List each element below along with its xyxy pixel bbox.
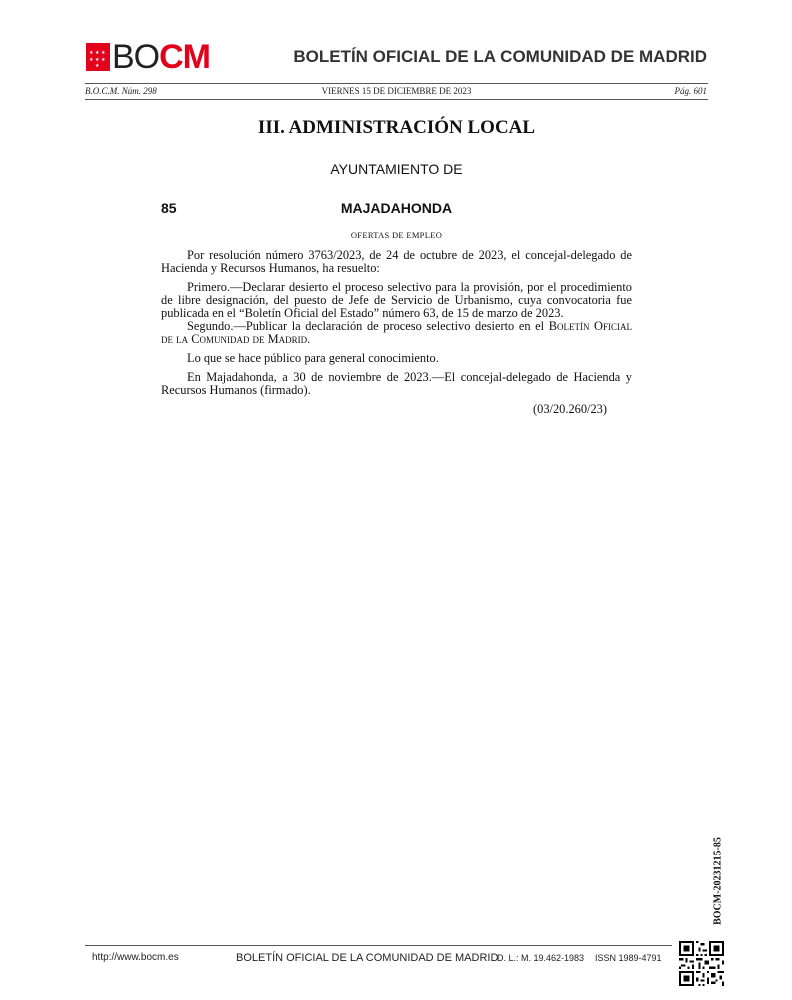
issue-number: B.O.C.M. Núm. 298 [85, 86, 157, 96]
bulletin-title: BOLETÍN OFICIAL DE LA COMUNIDAD DE MADRID [293, 47, 707, 66]
paragraph-resolution: Por resolución número 3763/2023, de 24 de octubre de 2023, el concejal-delegado de Hacienda y Recursos Humanos, ha resuelto: [161, 248, 632, 275]
paragraph-publication: Lo que se hace público para general conocimiento. [187, 351, 439, 365]
logo-bo-text: BO [112, 38, 160, 76]
issn: ISSN 1989-4791 [595, 953, 662, 963]
reference-code: (03/20.260/23) [533, 402, 607, 416]
legal-deposit: D. L.: M. 19.462-1983 [497, 953, 585, 963]
announcement-body [161, 249, 632, 403]
footer-rule [85, 945, 672, 946]
logo-cm-text: CM [159, 38, 211, 76]
qr-code-icon [679, 941, 724, 986]
entity-type: AYUNTAMIENTO DE [330, 161, 463, 177]
page-number: Pág. 601 [674, 86, 707, 96]
side-document-code [708, 826, 728, 936]
segundo-end: . [307, 332, 311, 346]
madrid-flag-icon: ★ ★ ★ ★ ★ ★ ★ [86, 43, 110, 71]
side-code-text: BOCM-20231215-85 [712, 837, 724, 925]
bocm-logo [86, 40, 210, 74]
footer-url[interactable]: http://www.bocm.es [92, 952, 179, 963]
subheader-rule [85, 99, 708, 100]
section-title: III. ADMINISTRACIÓN LOCAL [257, 117, 536, 138]
paragraph-primero: Primero.—Declarar desierto el proceso selectivo para la provisión, por el procedimiento de libre designación, del puesto de Jefe de Servicio de Urbanismo, cuya convocatoria fue publicada en el “Boletín Oficial del Estado” número 63, de 15 de marzo de 2023. [161, 280, 632, 320]
paragraph-segundo [161, 320, 632, 346]
segundo-text: Segundo.—Publicar la declaración de proceso selectivo desierto en el [187, 319, 549, 333]
announcement-number: 85 [161, 200, 177, 216]
bocm-reference: Boletín Oficial de la Comunidad de Madrid [161, 319, 632, 346]
footer-title: BOLETÍN OFICIAL DE LA COMUNIDAD DE MADRID [236, 952, 499, 964]
municipality: MAJADAHONDA [340, 200, 453, 216]
paragraph-signature: En Majadahonda, a 30 de noviembre de 2023.—El concejal-delegado de Hacienda y Recursos Humanos (firmado). [161, 370, 632, 397]
announcement-subject: OFERTAS DE EMPLEO [350, 230, 443, 240]
header-rule [85, 83, 708, 84]
issue-date: VIERNES 15 DE DICIEMBRE DE 2023 [321, 86, 472, 96]
